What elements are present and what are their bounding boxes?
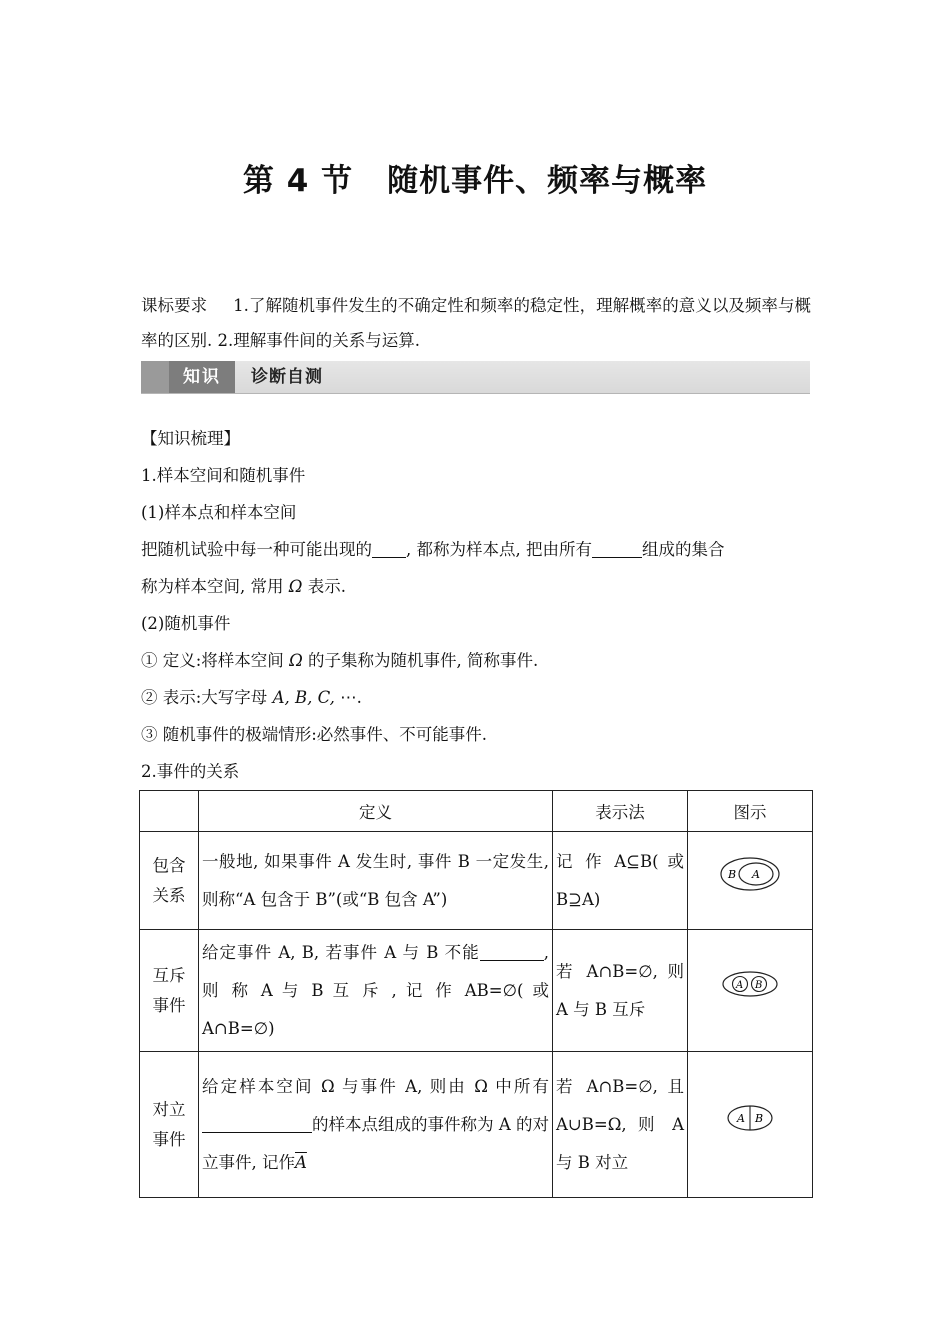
paragraph-sample-space: 把随机试验中每一种可能出现的 , 都称为样本点, 把由所有 组成的集合 [141,531,811,568]
venn-diagram [688,832,813,930]
diagram-label: A [752,867,760,881]
fill-blank [592,535,642,558]
item-extreme-cases: ③ 随机事件的极端情形:必然事件、不可能事件. [141,725,488,744]
relation-name: 互斥 事件 [140,930,199,1052]
table-row [140,1052,813,1198]
knowledge-heading: 【知识梳理】 [141,429,240,448]
relation-definition: 一般地, 如果事件 A 发生时, 事件 B 一定发生, 则称“A 包含于 B”(或“B 包含 A”) [199,832,553,930]
section-number: 第 4 节 [242,163,354,199]
curriculum-requirements [141,288,811,358]
page-title [0,155,950,200]
item-definition: ① 定义:将样本空间 Ω 的子集称为随机事件, 简称事件. [141,651,539,670]
venn-diagram [688,930,813,1052]
relation-definition: 给定样本空间 Ω 与事件 A, 则由 Ω 中所有的样本点组成的事件称为 A 的对立事件, 记作$\overline{A}$ [199,1052,553,1198]
relation-definition: 给定事件 A, B, 若事件 A 与 B 不能 , 则 称 A 与 B 互 斥 , 记 作 AB=∅( 或 A∩B=∅) [199,930,553,1052]
relation-notation: 若 A∩B=∅, 则 A 与 B 互斥 [553,930,688,1052]
fill-blank [372,535,406,558]
table-header: 表示法 [553,791,688,832]
subsection-1-2: (2)随机事件 [141,614,231,633]
diagram-label: A [736,979,744,991]
table-row [140,832,813,930]
banner-label: 诊断自测 [251,367,323,387]
requirements-label: 课标要求 [141,296,208,315]
subsection-1: 1.样本空间和随机事件 [141,466,306,485]
diagram-label: B [755,979,763,991]
venn-diagram [688,1052,813,1198]
section-title: 随机事件、频率与概率 [387,163,708,199]
table-header: 图示 [688,791,813,832]
containment-diagram [718,853,782,895]
relation-notation: 记 作 A⊆B( 或 B⊇A) [553,832,688,930]
section-banner [141,361,810,394]
complement-symbol: $\overline{A}$ [295,1152,307,1172]
table-header-row [140,791,813,832]
banner-accent [141,361,169,393]
diagram-label: B [755,1111,764,1125]
relation-notation: 若 A∩B=∅, 且 A∪B=Ω, 则 A 与 B 对立 [553,1052,688,1198]
fill-blank [202,1110,312,1133]
mutually-exclusive-diagram [720,968,780,1000]
complementary-diagram [725,1103,775,1133]
paragraph-sample-space-cont: 称为样本空间, 常用 Ω 表示. [141,577,346,596]
requirements-text: 1.了解随机事件发生的不确定性和频率的稳定性，理解概率的意义以及频率与概率的区别. 2.理解事件间的关系与运算. [141,296,812,350]
relation-name: 对立 事件 [140,1052,199,1198]
event-relations-table [139,790,813,1198]
diagram-label: A [737,1111,745,1125]
table-row [140,930,813,1052]
table-header: 定义 [199,791,553,832]
banner-tag: 知识 [169,361,235,393]
diagram-label: B [728,867,737,881]
item-notation: ② 表示:大写字母 A, B, C, ⋯. [141,688,362,707]
knowledge-body [141,420,811,790]
table-header [140,791,199,832]
subsection-1-1: (1)样本点和样本空间 [141,503,297,522]
fill-blank [480,938,544,961]
relation-name: 包含 关系 [140,832,199,930]
subsection-2: 2.事件的关系 [141,762,240,781]
